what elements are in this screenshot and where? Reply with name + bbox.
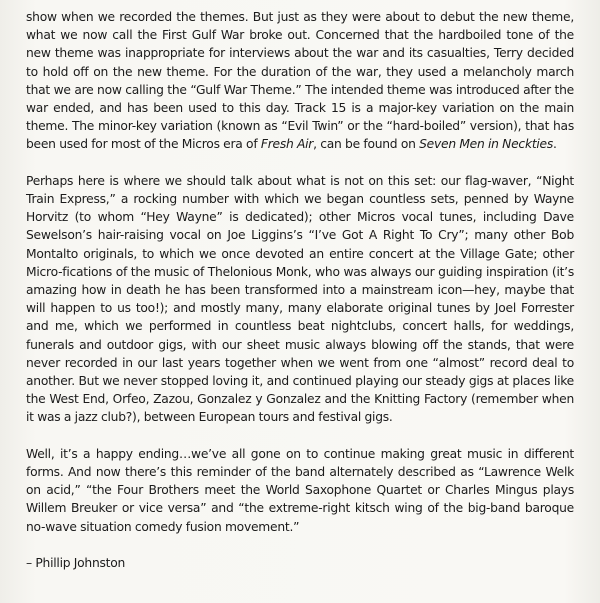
- album-title: Seven Men in Neckties: [419, 137, 554, 152]
- paragraph-text: show when we recorded the themes. But just as they were about to debut the new theme, what we now call the First Gulf War broke out. Concerned that the hardboiled tone of the new theme was inappropriate for interviews about the war and its casualties, Terry decided to hold off on the new theme. For the duration of the war, they used a melancholy march that we are now calling the “Gulf War Theme.” The intended theme was introduced after the war ended, and has been used to this day. Track 15 is a major-key variation on the main theme. The minor-key variation (known as “Evil Twin” or the “hard-boiled” version), that has been used for most of the Micros era of: [26, 10, 574, 152]
- paragraph-gulf-war-theme: [26, 8, 574, 154]
- paragraph-text: .: [553, 137, 557, 152]
- fresh-air-title: Fresh Air: [260, 137, 314, 152]
- paragraph-not-on-this-set: [26, 172, 574, 427]
- paragraph-text: Perhaps here is where we should talk about what is not on this set: our flag-waver, “Night Train Express,” a rocking number with which we began countless sets, penned by Wayne Horvitz (to whom “Hey Wayne” is dedicated); other Micros vocal tunes, including Dave Sewelson’s hair-raising vocal on Joe Liggins’s “I’ve Got A Right To Cry”; many other Bob Montalto originals, to which we once devoted an entire concert at the Village Gate; other Micro-fications of the music of Thelonious Monk, who was always our guiding inspiration (it’s amazing how in death he has been transformed into a mainstream icon—hey, maybe that will happen to us too!); and mostly many, many elaborate original tunes by Joel Forrester and me, which we performed in countless beat nightclubs, concert halls, for weddings, funerals and outdoor gigs, with our sheet music always blowing off the stands, that were never recorded in our last years together when we went from one “almost” record deal to another. But we never stopped loving it, and continued playing our steady gigs at places like the West End, Orfeo, Zazou, Gonzalez y Gonzalez and the Knitting Factory (remember when it was a jazz club?), between European tours and festival gigs.: [26, 173, 574, 425]
- paragraph-text: , can be found on: [313, 137, 420, 152]
- author-signature: – Phillip Johnston: [26, 556, 126, 571]
- paragraph-text: Well, it’s a happy ending…we’ve all gone on to continue making great music in different forms. And now there’s this reminder of the band alternately described as “Lawrence Welk on acid,” “the Four Brothers meet the World Saxophone Quartet or Charles Mingus plays Willem Breuker or vice versa” and “the extreme-right kitsch wing of the big-band baroque no-wave situation comedy fusion movement.”: [26, 446, 574, 534]
- paragraph-happy-ending: [26, 445, 574, 536]
- liner-notes-text: [26, 8, 574, 590]
